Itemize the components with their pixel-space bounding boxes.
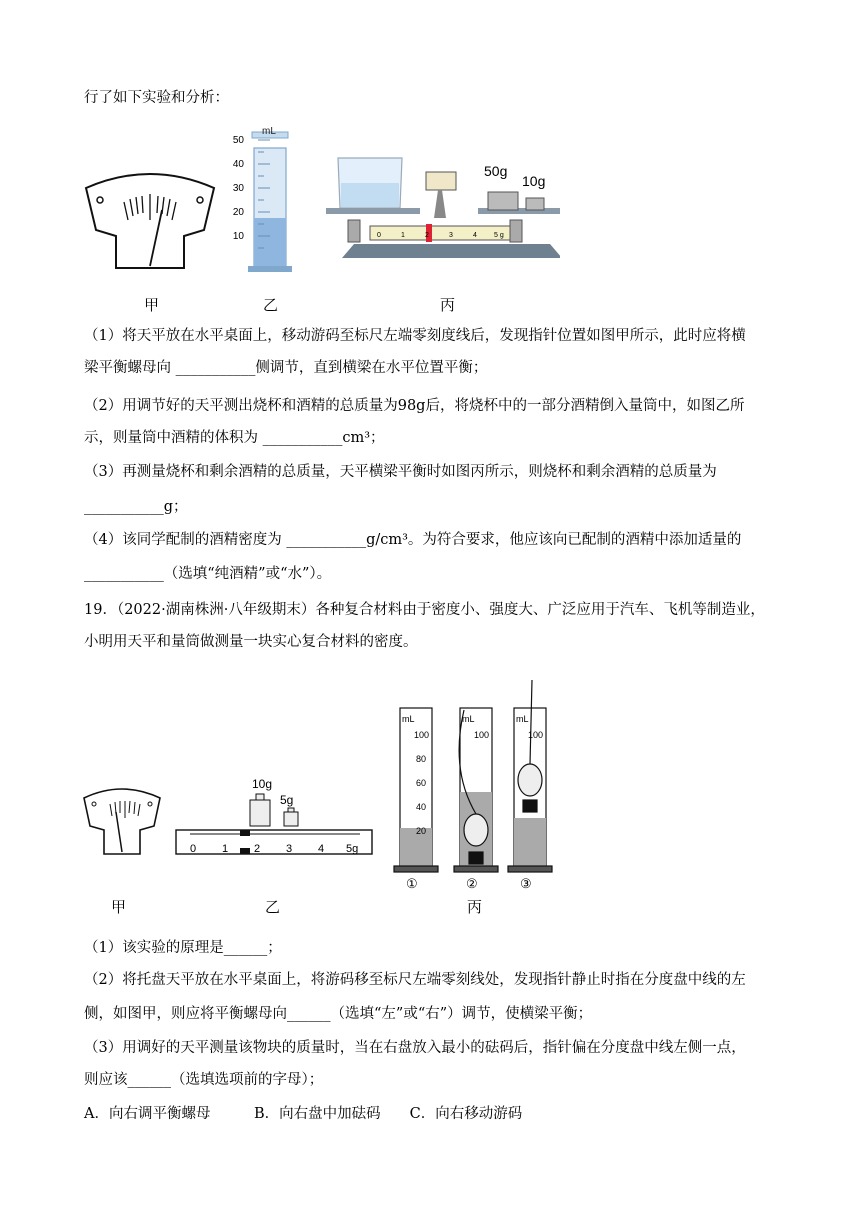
- cyl-tick: 50: [232, 135, 244, 146]
- rider-tick: 0: [190, 843, 197, 855]
- cyl-unit: mL: [402, 714, 415, 724]
- q18-part4-line2: ___________（选填“纯酒精”或“水”）。: [84, 566, 332, 582]
- q18-part4-line1: （4）该同学配制的酒精密度为 ___________g/cm³。为符合要求，他应该向已配制的酒精中添加适量的: [84, 532, 742, 548]
- caption-yi-1: 乙: [263, 296, 279, 314]
- cyl-unit: mL: [516, 714, 529, 724]
- cylinders-bing: [394, 680, 552, 872]
- caption-jia-1: 甲: [144, 296, 160, 314]
- cyl-unit: mL: [462, 714, 475, 724]
- q18-part2-line2: 示，则量筒中酒精的体积为 ___________cm³；: [84, 430, 385, 446]
- cyl-tick: 100: [474, 730, 490, 740]
- rider-tick: 1: [401, 232, 405, 239]
- weight-label-50g: 50g: [484, 163, 508, 179]
- cyl-tick: 100: [414, 730, 430, 740]
- q19-stem-line1: 19．（2022·湖南株洲·八年级期末）各种复合材料由于密度小、强度大、广泛应用于汽车、飞机等制造业，: [84, 602, 765, 618]
- dial-gauge-jia-2: [84, 789, 160, 854]
- rider-tick: 3: [449, 232, 453, 239]
- rider-tick: 2: [254, 843, 261, 855]
- dial-gauge-jia: [86, 174, 214, 268]
- rider-tick: 1: [222, 843, 229, 855]
- cyl-tick: 100: [528, 730, 544, 740]
- cyl-tick: 30: [232, 183, 244, 194]
- q19-part1: （1）该实验的原理是______；: [84, 940, 282, 956]
- caption-jia-2: 甲: [111, 898, 127, 916]
- q18-part3-line1: （3）再测量烧杯和剩余酒精的总质量，天平横梁平衡时如图丙所示，则烧杯和剩余酒精的总质量为: [84, 464, 717, 480]
- cyl-label-3: ③: [520, 876, 532, 890]
- cyl-tick: 80: [416, 754, 427, 764]
- cyl-label-2: ②: [466, 876, 478, 890]
- q19-part3-line1: （3）用调好的天平测量该物块的质量时，当在右盘放入最小的砝码后，指针偏在分度盘中线左侧一点，: [84, 1040, 746, 1056]
- cylinder-unit: mL: [262, 126, 276, 137]
- rider-tick: 4: [318, 843, 325, 855]
- cyl-tick: 10: [232, 231, 244, 242]
- q18-part1-line1: （1）将天平放在水平桌面上，移动游码至标尺左端零刻度线后，发现指针位置如图甲所示，此时应将横: [84, 328, 746, 344]
- balance-bing: [326, 158, 560, 258]
- rider-tick: 0: [377, 232, 381, 239]
- cyl-tick: 40: [232, 159, 244, 170]
- caption-yi-2: 乙: [265, 898, 281, 916]
- rider-scale-yi: [176, 777, 372, 855]
- figure-1: [80, 118, 560, 288]
- q19-part2-line1: （2）将托盘天平放在水平桌面上，将游码移至标尺左端零刻线处，发现指针静止时指在分度盘中线的左: [84, 972, 746, 988]
- q19-stem-line2: 小明用天平和量筒做测量一块实心复合材料的密度。: [84, 634, 418, 650]
- cyl-tick: 40: [416, 802, 427, 812]
- weight-label-5g: 5g: [280, 793, 294, 807]
- rider-tick: 4: [473, 232, 477, 239]
- q19-options: A．向右调平衡螺母 B．向右盘中加砝码 C．向右移动游码: [84, 1106, 523, 1122]
- weight-label-10g: 10g: [252, 777, 273, 791]
- rider-tick: 2: [425, 232, 429, 239]
- q18-part3-line2: ___________g；: [84, 499, 188, 515]
- graduated-cylinder-yi: [233, 126, 292, 272]
- figure-2: [80, 680, 560, 890]
- rider-tick: 5g: [346, 843, 359, 855]
- intro-text: 行了如下实验和分析：: [84, 90, 229, 106]
- rider-tick: 3: [286, 843, 293, 855]
- q18-part2-line1: （2）用调节好的天平测出烧杯和酒精的总质量为98g后，将烧杯中的一部分酒精倒入量筒中，如图乙所: [84, 398, 745, 414]
- q19-part2-line2: 侧，如图甲，则应将平衡螺母向______（选填“左”或“右”）调节，使横梁平衡；: [84, 1006, 593, 1022]
- caption-bing-1: 丙: [440, 296, 456, 314]
- cyl-label-1: ①: [406, 876, 418, 890]
- cyl-tick: 20: [416, 826, 427, 836]
- rider-tick: 5 g: [494, 232, 504, 239]
- weight-label-10g: 10g: [522, 173, 546, 189]
- q19-part3-line2: 则应该______（选填选项前的字母）；: [84, 1072, 324, 1088]
- cyl-tick: 60: [416, 778, 427, 788]
- cyl-tick: 20: [232, 207, 244, 218]
- caption-bing-2: 丙: [467, 898, 483, 916]
- q18-part1-line2: 梁平衡螺母向 ___________侧调节，直到横梁在水平位置平衡；: [84, 360, 488, 376]
